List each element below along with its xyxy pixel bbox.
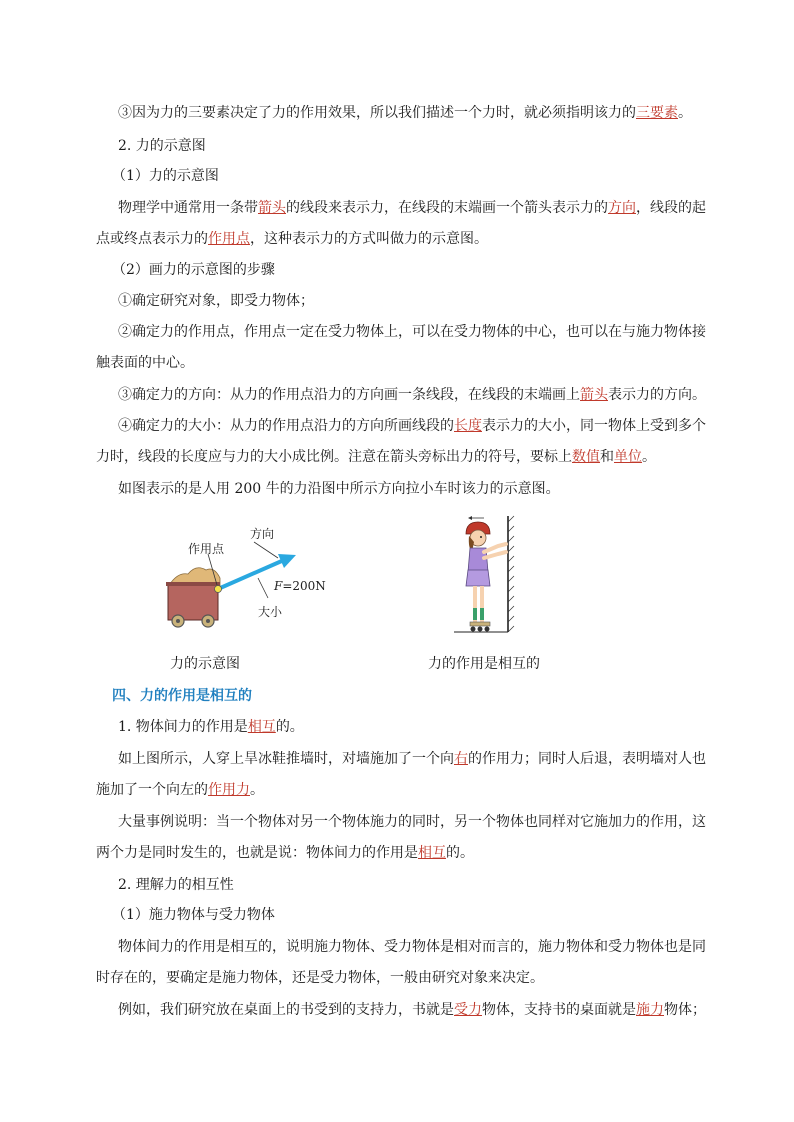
step-4-line2: 力时，线段的长度应与力的大小成比例。注意在箭头旁标出力的符号，要标上数值和单位。 [96,449,656,465]
paragraph-examples-line1: 大量事例说明：当一个物体对另一个物体施力的同时，另一个物体也同样对它施加力的作用，这 [118,814,706,830]
answer-blank: 作用点 [208,231,250,247]
answer-blank: 相互 [247,719,276,735]
answer-blank: 右 [454,751,468,767]
answer-blank: 受力 [454,1002,482,1018]
answer-blank: 单位 [614,449,642,465]
girl-arm-lower [484,552,506,558]
paragraph-figure-intro: 如图表示的是人用 200 牛的力沿图中所示方向拉小车时该力的示意图。 [118,481,560,497]
girl-pushing-wall-figure [448,512,522,636]
subheading-force-diagram: （1）力的示意图 [112,168,219,184]
subheading-agent-receiver: （1）施力物体与受力物体 [112,907,275,923]
step-2-line1: ②确定力的作用点，作用点一定在受力物体上，可以在受力物体的中心，也可以在与施力物体接 [118,324,706,340]
label-magnitude: 大小 [258,605,283,619]
girl-skirt [466,570,490,586]
heading-force-diagram: 2. 力的示意图 [118,138,206,154]
point-of-application-dot [215,586,222,593]
caption-mutual-force: 力的作用是相互的 [428,656,540,672]
answer-blank: 三要素 [636,105,678,121]
paragraph-examples-line2: 两个力是同时发生的，也就是说：物体间力的作用是相互的。 [96,845,474,861]
paragraph-relative-line2: 时存在的，要确定是施力物体，还是受力物体，一般由研究对象来决定。 [96,970,544,986]
answer-blank: 相互 [418,845,446,861]
step-4-line1: ④确定力的大小：从力的作用点沿力的方向所画线段的长度表示力的大小，同一物体上受到多个 [118,418,706,434]
step-3: ③确定力的方向：从力的作用点沿力的方向画一条线段，在线段的末端画上箭头表示力的方向。 [118,387,706,403]
label-point-of-application: 作用点 [188,542,225,556]
roller-skate [470,622,490,626]
paragraph-definition-line2: 点或终点表示力的作用点，这种表示力的方式叫做力的示意图。 [96,231,488,247]
point-1: 1. 物体间力的作用是相互的。 [118,719,304,735]
section-heading-mutual-force: 四、力的作用是相互的 [112,688,252,704]
subheading-steps: （2）画力的示意图的步骤 [112,262,275,278]
cart-force-diagram [160,520,326,635]
answer-blank: 箭头 [580,387,608,403]
paragraph-relative-line1: 物体间力的作用是相互的，说明施力物体、受力物体是相对而言的，施力物体和受力物体也是同 [118,939,706,955]
motion-arrow-icon [468,516,472,520]
step-1: ①确定研究对象，即受力物体； [118,293,314,309]
label-force-value: F=200N [274,579,326,593]
answer-blank: 箭头 [258,200,286,216]
answer-blank: 施力 [636,1002,664,1018]
paragraph-wall-line2: 施加了一个向左的作用力。 [96,782,264,798]
answer-blank: 方向 [608,200,636,216]
paragraph-wall-line1: 如上图所示，人穿上旱冰鞋推墙时，对墙施加了一个向右的作用力；同时人后退，表明墙对人也 [118,751,706,767]
paragraph-book-example: 例如，我们研究放在桌面上的书受到的支持力，书就是受力物体，支持书的桌面就是施力物体； [118,1002,706,1018]
answer-blank: 数值 [572,449,600,465]
answer-blank: 长度 [454,418,482,434]
cart-rim [166,582,220,586]
answer-blank: 作用力 [208,782,250,798]
cart-body [168,584,218,620]
paragraph-definition-line1: 物理学中通常用一条带箭头的线段来表示力，在线段的末端画一个箭头表示力的方向，线段的起 [118,200,706,216]
label-direction: 方向 [250,527,275,541]
caption-force-diagram: 力的示意图 [170,656,240,672]
paragraph-three-elements: ③因为力的三要素决定了力的作用效果，所以我们描述一个力时，就必须指明该力的三要素。 [118,105,692,121]
step-2-line2: 触表面的中心。 [96,355,194,371]
point-2: 2. 理解力的相互性 [118,877,234,893]
